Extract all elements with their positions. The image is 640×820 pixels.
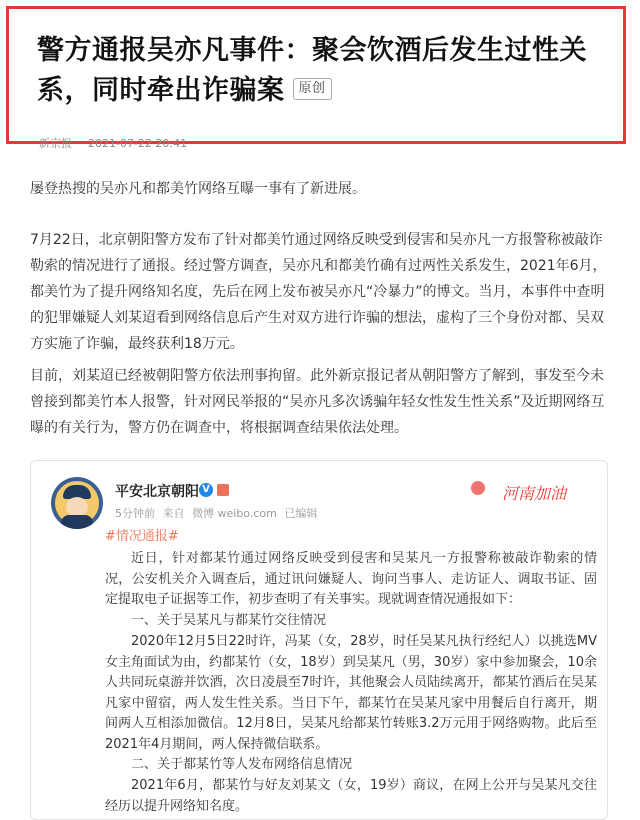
article-datetime: 2021-07-22 20:41 <box>88 137 188 150</box>
gift-icon <box>217 484 229 496</box>
weibo-text-line: 2020年12月5日22时许，冯某（女，28岁，时任吴某凡执行经纪人）以挑选MV女主角面试为由，约都某竹（女，18岁）到吴某凡（男，30岁）家中参加聚会，10余人共同玩桌游并饮酒，次日凌晨至7时许，其他聚会人员陆续离开，都某竹酒后在吴某凡家中留宿，两人发生性关系。当日下午，都某竹在吴某凡家中用餐后自行离开，期间两人互相添加微信。12月8日，吴某凡给都某竹转账3.2万元用于网络购物。此后至2021年4月期间，两人保持微信联系。 <box>105 634 597 752</box>
article-paragraph: 目前，刘某迢已经被朝阳警方依法刑事拘留。此外新京报记者从朝阳警方了解到，事发至今未曾接到都美竹本人报警，针对网民举报的“吴亦凡多次诱骗年轻女性发生性关系”及近期网络互曝的有关行为，警方仍在调查中，将根据调查结果依法处理。 <box>30 368 605 436</box>
verified-icon: V <box>199 483 213 497</box>
article-paragraph: 7月22日，北京朝阳警方发布了针对都美竹通过网络反映受到侵害和吴亦凡一方报警称被敲诈勒索的情况进行了通报。经过警方调查，吴亦凡和都美竹确有过两性关系发生，2021年6月，都美竹为了提升网络知名度，先后在网上发布被吴亦凡“冷暴力”的博文。当月，本事件中查明的犯罪嫌疑人刘某迢看到网络信息后产生对双方进行诈骗的想法，虚构了三个身份对都、吴双方实施了诈骗，最终获利18万元。 <box>30 232 607 352</box>
weibo-section-heading: 二、关于都某竹等人发布网络信息情况 <box>131 757 353 772</box>
post-from-label: 来自 <box>162 507 185 520</box>
article-header <box>6 6 626 150</box>
avatar-face <box>66 497 88 517</box>
article-source[interactable]: 新京报 <box>39 137 72 150</box>
hashtag-link[interactable]: #情况通报# <box>105 529 179 544</box>
article-title-text: 警方通报吴亦凡事件：聚会饮酒后发生过性关系，同时牵出诈骗案 <box>37 35 587 106</box>
henan-logo: 河南加油 <box>501 484 566 503</box>
post-edited: 已编辑 <box>284 507 318 520</box>
article-paragraph: 屡登热搜的吴亦凡和都美竹网络互曝一事有了新进展。 <box>30 181 366 197</box>
weibo-section-heading: 一、关于吴某凡与都某竹交往情况 <box>131 613 327 628</box>
weibo-text-line: 2021年6月，都某竹与好友刘某文（女，19岁）商议，在网上公开与吴某凡交往经历以提升网络知名度。 <box>105 778 597 814</box>
avatar-uniform <box>61 515 93 529</box>
weibo-embed-image <box>30 460 608 820</box>
post-time: 5分钟前 <box>115 507 155 520</box>
original-badge: 原创 <box>293 78 332 100</box>
police-avatar[interactable] <box>51 477 103 529</box>
article-title <box>37 31 627 111</box>
weibo-account-name[interactable]: 平安北京朝阳 <box>115 484 199 500</box>
weibo-post-meta <box>115 505 317 521</box>
weibo-text-line: 近日，针对都某竹通过网络反映受到侵害和吴某凡一方报警称被敲诈勒索的情况，公安机关介入调查后，通过讯问嫌疑人、询问当事人、走访证人、调取书证、固定提取电子证据等工作，初步查明了有关事实。现就调查情况通报如下： <box>105 551 597 607</box>
article-meta <box>39 135 187 151</box>
post-client[interactable]: 微博 weibo.com <box>192 507 277 520</box>
